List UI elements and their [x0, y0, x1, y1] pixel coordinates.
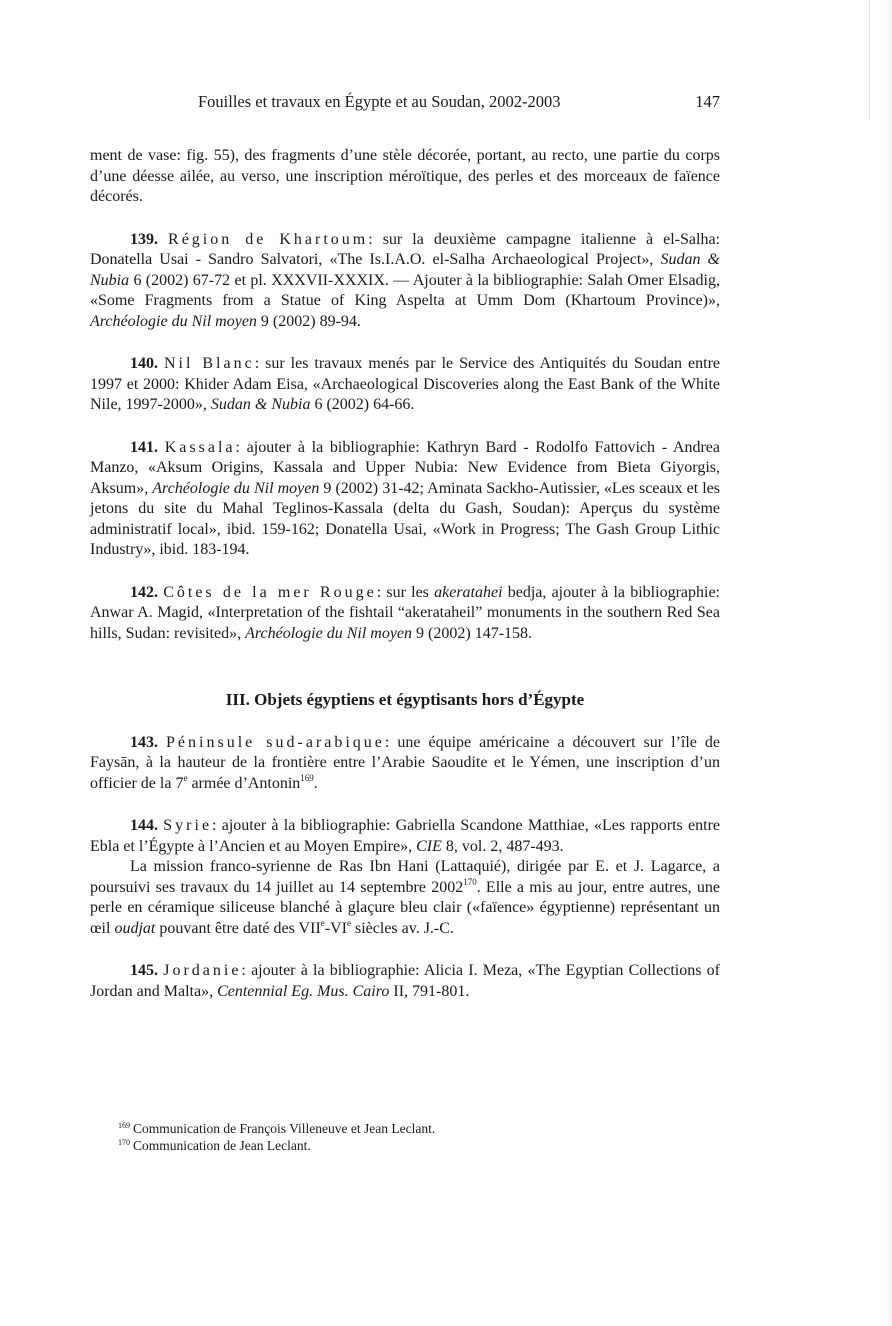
footnote-number: 170 — [118, 1138, 130, 1147]
entry-location: Région de Khartoum — [168, 230, 369, 248]
entry-141 — [90, 438, 720, 561]
entry-text: : sur les — [376, 583, 435, 601]
entry-location: Côtes de la mer Rouge — [163, 583, 377, 601]
entry-text: : sur les travaux menés par le Service des Antiquités du Soudan entre 1997 et 2000: Khider Adam Eisa, «Archaeological Discoveries along the East Bank of the White Nile, 1997-2000», — [90, 355, 720, 413]
entry-text: : une équipe américaine a découvert sur l’île de Faysān, à la hauteur de la frontière entre l’Arabie Saoudite et le Yémen, une inscription d’un officier de la 7 — [90, 733, 721, 792]
footnote-text: Communication de Jean Leclant. — [133, 1138, 311, 1153]
entry-location: Péninsule sud-arabique — [166, 733, 385, 751]
footnote-ref: 169 — [300, 772, 314, 783]
entry-text: 6 (2002) 67-72 et pl. XXXVII-XXXIX. — Ajouter à la bibliographie: Salah Omer Elsadig, «Some Fragments from a Statue of King Aspelta at Umm Dom (Khartoum Province)», — [90, 271, 720, 309]
journal-title: Archéologie du Nil moyen — [245, 624, 413, 642]
entry-text: bedja, ajouter à la bibliographie: Anwar A. Magid, «Interpretation of the fishtail “akerataheil” monuments in the southern Red Sea hills, Sudan: revisited», — [90, 583, 720, 642]
entry-location: Nil Blanc — [163, 355, 255, 372]
entry-number: 144. — [130, 817, 158, 834]
entry-144 — [90, 816, 720, 857]
footnote-ref: 170 — [463, 876, 477, 887]
entry-number: 143. — [130, 733, 158, 751]
entry-text: 6 (2002) 64-66. — [310, 396, 415, 413]
footnote-number: 169 — [118, 1121, 130, 1130]
journal-title: Archéologie du Nil moyen — [90, 312, 257, 330]
superscript: e — [183, 772, 188, 783]
term-italic: akeratahei — [434, 583, 503, 601]
entry-143 — [90, 733, 720, 795]
term-italic: oudjat — [114, 919, 156, 937]
entry-text: armée d’Antonin — [187, 774, 301, 792]
entry-text: -VI — [324, 919, 347, 937]
entry-text: 8, vol. 2, 487-493. — [441, 837, 564, 855]
entry-140 — [90, 354, 720, 416]
page-edge-shadow — [886, 0, 892, 1326]
entry-text: : ajouter à la bibliographie: Gabriella Scandone Matthiae, «Les rapports entre Ebla et l’Égypte à l’Ancien et au Moyen Empire», — [90, 817, 721, 855]
footnote — [118, 1137, 718, 1154]
entry-text: 9 (2002) 89-94. — [256, 312, 361, 330]
journal-title: Sudan & Nubia — [210, 396, 311, 413]
superscript: e — [320, 917, 325, 928]
entry-144-continuation — [90, 857, 720, 939]
entry-text: La mission franco-syrienne de Ras Ibn Hani (Lattaquié), dirigée par E. et J. Lagarce, a poursuivi ses travaux du 14 juillet au 14 septembre 2002 — [90, 858, 720, 896]
entry-text: 9 (2002) 147-158. — [412, 624, 533, 642]
entry-text: . — [313, 774, 318, 792]
footnote-text: Communication de François Villeneuve et Jean Leclant. — [133, 1121, 436, 1136]
journal-title: Centennial Eg. Mus. Cairo — [217, 982, 390, 1000]
main-text — [90, 146, 720, 1002]
entry-location: Syrie — [163, 817, 213, 834]
footnotes — [118, 1120, 718, 1154]
entry-number: 145. — [130, 962, 158, 979]
entry-139 — [90, 230, 720, 333]
page-number: 147 — [695, 92, 720, 111]
scan-edge-line — [869, 0, 870, 120]
running-header — [90, 92, 720, 116]
entry-text: 9 (2002) 31-42; Aminata Sackho-Autissier, «Les sceaux et les jetons du site du Mahal Teglinos-Kassala (delta du Gash, Soudan): Aperçus du système administratif local», ibid. 159-162; Donatella Usai, «Work in Progress; The Gash Group Lithic Industry», ibid. 183-194. — [90, 479, 721, 558]
entry-number: 142. — [130, 583, 158, 601]
journal-title: Archéologie du Nil moyen — [152, 479, 320, 497]
entry-location: Jordanie — [163, 962, 242, 979]
entry-text: siècles av. J.-C. — [350, 919, 454, 937]
entry-142 — [90, 583, 720, 645]
footnote — [118, 1120, 718, 1137]
entry-number: 140. — [130, 355, 158, 372]
entry-text: : ajouter à la bibliographie: Kathryn Bard - Rodolfo Fattovich - Andrea Manzo, «Aksum Origins, Kassala and Upper Nubia: New Evidence from Bieta Giyorgis, Aksum», — [90, 438, 721, 497]
entry-location: Kassala — [164, 438, 236, 456]
entry-number: 141. — [130, 438, 158, 456]
journal-title: CIE — [416, 837, 442, 855]
entry-text: pouvant être daté des VII — [155, 919, 321, 937]
entry-text: : sur la deuxième campagne italienne à el-Salha: Donatella Usai - Sandro Salvatori, «The Is.I.A.O. el-Salha Archaeological Project», — [90, 230, 720, 268]
entry-text: II, 791-801. — [389, 982, 470, 1000]
entry-145 — [90, 961, 720, 1002]
entry-number: 139. — [130, 230, 158, 248]
entry-text: . Elle a mis au jour, entre autres, une perle en céramique siliceuse blanché à glaçure bleu clair («faïence» égyptienne) représentant un œil — [90, 878, 721, 937]
section-heading: III. Objets égyptiens et égyptisants hors d’Égypte — [225, 690, 585, 709]
superscript: e — [346, 917, 351, 928]
continuation-paragraph: ment de vase: fig. 55), des fragments d’une stèle décorée, portant, au recto, une partie du corps d’une déesse ailée, au verso, une inscription méroïtique, des perles et des morceaux de faïence décorés. — [90, 147, 720, 205]
running-title: Fouilles et travaux en Égypte et au Soudan, 2002-2003 — [198, 92, 561, 111]
journal-title: Sudan & Nubia — [90, 251, 720, 289]
entry-text: : ajouter à la bibliographie: Alicia I. Meza, «The Egyptian Collections of Jordan and Malta», — [90, 962, 720, 1000]
